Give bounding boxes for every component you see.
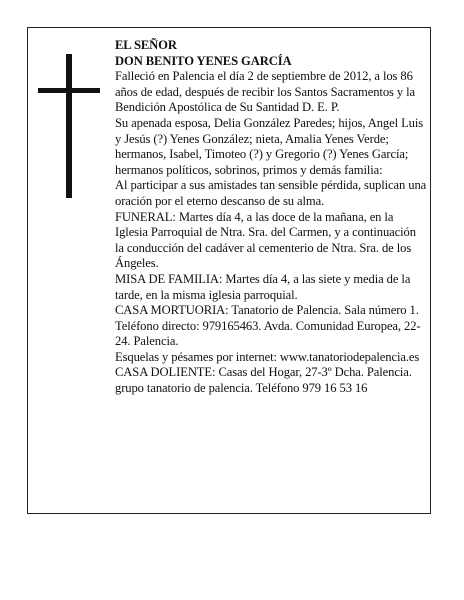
death-announcement: Falleció en Palencia el día 2 de septiembre de 2012, a los 86 años de edad, después de recibir los Santos Sacramentos y la Bendición Apostólica de Su Santidad D. E. P.: [115, 69, 416, 115]
funeral-group-contact: grupo tanatorio de palencia. Teléfono 979 16 53 16: [115, 381, 368, 396]
notice-content: [115, 38, 427, 397]
notice-heading: EL SEÑOR: [115, 38, 177, 52]
latin-cross-icon: [38, 54, 104, 198]
family-list: Su apenada esposa, Delia González Paredes; hijos, Angel Luis y Jesús (?) Yenes González; nieta, Amalia Yenes Verde; hermanos, Isabel, Timoteo (?) y Gregorio (?) Yenes García; hermanos políticos, sobrinos, primos y demás familia:: [115, 115, 424, 177]
prayer-request: Al participar a sus amistades tan sensible pérdida, suplican una oración por el eterno descanso de su alma.: [115, 178, 427, 208]
funeral-info: FUNERAL: Martes día 4, a las doce de la mañana, en la Iglesia Parroquial de Ntra. Sra. del Carmen, y a continuación la conducción del cadáver al cementerio de Ntra. Sra. de los Ángeles.: [115, 209, 416, 271]
funeral-home-info: CASA MORTUORIA: Tanatorio de Palencia. Sala número 1. Teléfono directo: 979165463. Avda. Comunidad Europea, 22-24. Palencia.: [115, 303, 421, 349]
online-condolences: Esquelas y pésames por internet: www.tanatoriodepalencia.es: [115, 349, 420, 364]
family-mass-info: MISA DE FAMILIA: Martes día 4, a las siete y media de la tarde, en la misma iglesia parroquial.: [115, 271, 411, 302]
cross-horizontal-bar: [38, 88, 100, 93]
cross-vertical-bar: [66, 54, 72, 198]
family-home-info: CASA DOLIENTE: Casas del Hogar, 27-3º Dcha. Palencia.: [115, 365, 412, 380]
obituary-notice: [27, 27, 431, 514]
deceased-name: DON BENITO YENES GARCÍA: [115, 53, 292, 68]
